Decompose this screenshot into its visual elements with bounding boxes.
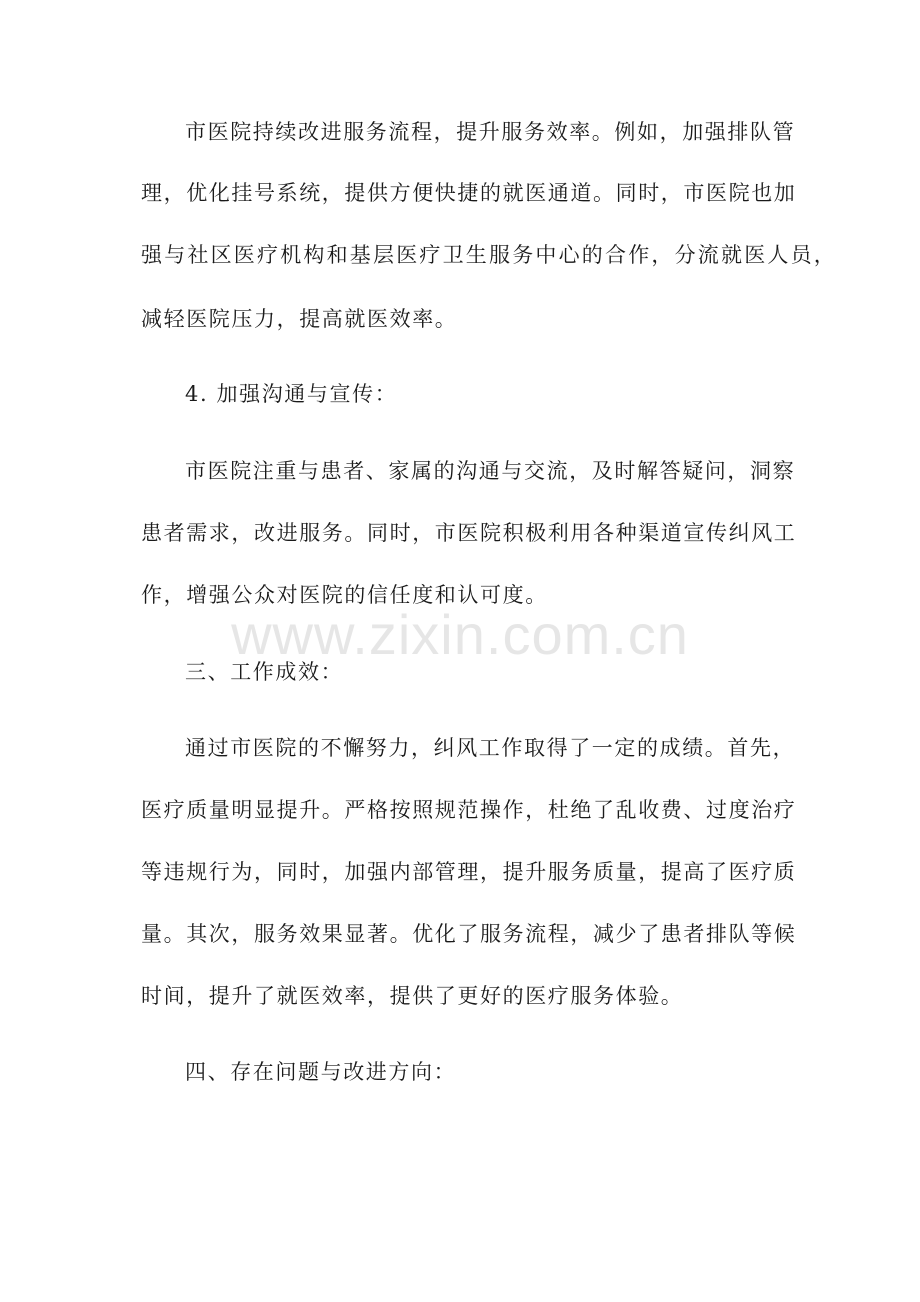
section-heading: 三、工作成效：: [185, 660, 344, 684]
paragraph-line: 医疗质量明显提升。严格按照规范操作，杜绝了乱收费、过度治疗: [141, 798, 797, 822]
paragraph-line: 患者需求，改进服务。同时，市医院积极利用各种渠道宣传纠风工: [141, 521, 797, 545]
paragraph-line: 市医院持续改进服务流程，提升服务效率。例如，加强排队管: [185, 120, 796, 144]
paragraph-line: 量。其次，服务效果显著。优化了服务流程，减少了患者排队等候: [141, 922, 797, 946]
section-heading: 4. 加强沟通与宣传：: [185, 382, 398, 406]
paragraph-line: 时间，提升了就医效率，提供了更好的医疗服务体验。: [141, 984, 684, 1008]
paragraph-line: 通过市医院的不懈努力，纠风工作取得了一定的成绩。首先，: [185, 736, 796, 760]
watermark: www.zixin.com.cn: [231, 603, 689, 666]
paragraph-line: 减轻医院压力，提高就医效率。: [141, 307, 458, 331]
section-heading: 四、存在问题与改进方向：: [185, 1060, 457, 1084]
paragraph-line: 作，增强公众对医院的信任度和认可度。: [141, 583, 548, 607]
paragraph-line: 市医院注重与患者、家属的沟通与交流，及时解答疑问，洞察: [185, 459, 796, 483]
paragraph-line: 强与社区医疗机构和基层医疗卫生服务中心的合作，分流就医人员，: [141, 243, 837, 267]
paragraph-line: 理，优化挂号系统，提供方便快捷的就医通道。同时，市医院也加: [141, 181, 797, 205]
paragraph-line: 等违规行为，同时，加强内部管理，提升服务质量，提高了医疗质: [141, 860, 797, 884]
